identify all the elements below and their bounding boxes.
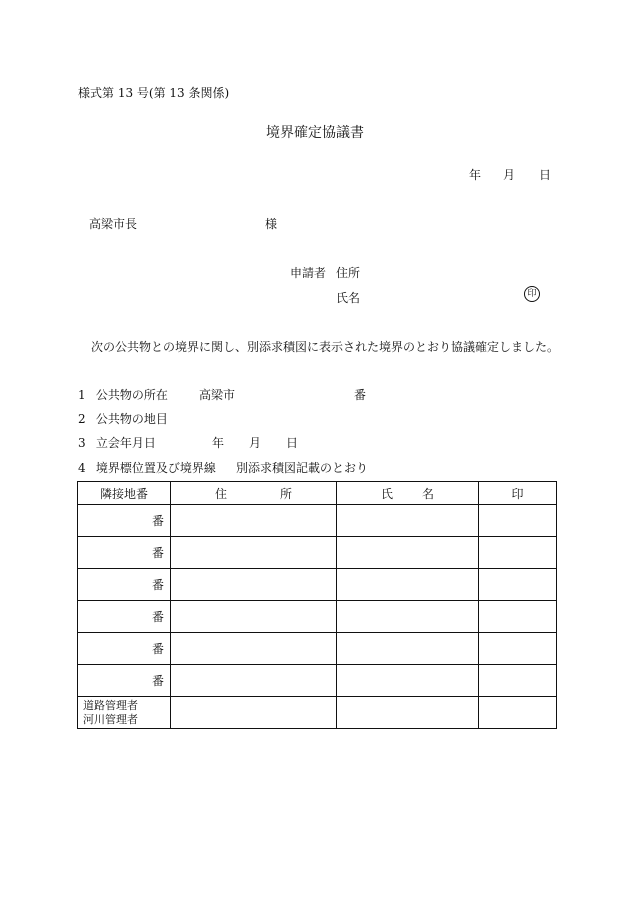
- administrator-cell: [78, 697, 171, 729]
- lot-cell: 番: [78, 601, 171, 633]
- lot-cell: 番: [78, 569, 171, 601]
- address-cell: [171, 601, 337, 633]
- address-cell: [171, 697, 337, 729]
- addressee-name: 高梁市長: [89, 217, 138, 231]
- item-date-day: 日: [286, 436, 299, 450]
- name-cell: [337, 537, 479, 569]
- name-cell: [337, 665, 479, 697]
- document-title: 境界確定協議書: [266, 125, 364, 141]
- address-cell: [171, 569, 337, 601]
- item-label: 境界標位置及び境界線: [95, 461, 216, 475]
- item-number: 2: [78, 412, 86, 426]
- item-boundary-value: 別添求積図記載のとおり: [236, 461, 369, 475]
- lot-cell: 番: [78, 633, 171, 665]
- name-cell: [337, 697, 479, 729]
- header-address-char1: 住: [215, 486, 228, 501]
- seal-cell: [479, 569, 557, 601]
- table-row: [78, 633, 557, 665]
- header-name-char1: 氏: [381, 486, 394, 501]
- item-land-category: [78, 410, 168, 427]
- seal-cell: [479, 505, 557, 537]
- name-cell: [337, 633, 479, 665]
- seal-cell: [479, 537, 557, 569]
- seal-cell: [479, 601, 557, 633]
- seal-mark: 印: [524, 286, 540, 302]
- addressee-honorific: 様: [265, 217, 278, 231]
- header-name: [337, 482, 479, 505]
- item-number: 1: [78, 388, 86, 402]
- header-address: [171, 482, 337, 505]
- item-number: 4: [78, 461, 86, 475]
- table-row-administrator: [78, 697, 557, 729]
- name-cell: [337, 601, 479, 633]
- header-seal: 印: [479, 482, 557, 505]
- agreement-statement: 次の公共物との境界に関し、別添求積図に表示された境界のとおり協議確定しました。: [91, 340, 560, 354]
- road-administrator-label: 道路管理者: [83, 698, 138, 712]
- neighbors-table: [77, 481, 557, 729]
- address-cell: [171, 633, 337, 665]
- item-label: 公共物の所在: [95, 388, 168, 402]
- header-lot: 隣接地番: [78, 482, 171, 505]
- name-cell: [337, 505, 479, 537]
- form-number: 様式第 13 号(第 13 条関係): [78, 86, 230, 100]
- river-administrator-label: 河川管理者: [83, 712, 138, 726]
- table-row: [78, 537, 557, 569]
- header-address-char2: 所: [279, 486, 292, 501]
- lot-cell: 番: [78, 505, 171, 537]
- item-label: 立会年月日: [95, 436, 156, 450]
- seal-cell: [479, 697, 557, 729]
- lot-cell: 番: [78, 665, 171, 697]
- address-cell: [171, 505, 337, 537]
- header-name-char2: 名: [421, 486, 434, 501]
- lot-cell: 番: [78, 537, 171, 569]
- address-cell: [171, 537, 337, 569]
- table-row: [78, 601, 557, 633]
- item-label: 公共物の地目: [95, 412, 168, 426]
- applicant-address-label: 住所: [336, 266, 361, 280]
- item-date-month: 月: [249, 436, 262, 450]
- item-date-year: 年: [212, 436, 225, 450]
- item-location-ban: 番: [354, 388, 367, 402]
- name-cell: [337, 569, 479, 601]
- item-boundary-marker: [78, 459, 216, 476]
- date-day-label: 日: [539, 168, 552, 182]
- table-row: [78, 505, 557, 537]
- seal-cell: [479, 665, 557, 697]
- item-number: 3: [78, 436, 86, 450]
- seal-cell: [479, 633, 557, 665]
- item-location-city: 高梁市: [199, 388, 236, 402]
- table-row: [78, 665, 557, 697]
- applicant-name-label: 氏名: [336, 291, 361, 305]
- applicant-label: 申請者: [290, 266, 327, 280]
- table-header-row: [78, 482, 557, 505]
- date-month-label: 月: [503, 168, 516, 182]
- date-year-label: 年: [469, 168, 482, 182]
- address-cell: [171, 665, 337, 697]
- table-row: [78, 569, 557, 601]
- item-inspection-date: [78, 434, 156, 451]
- item-location: [78, 386, 168, 403]
